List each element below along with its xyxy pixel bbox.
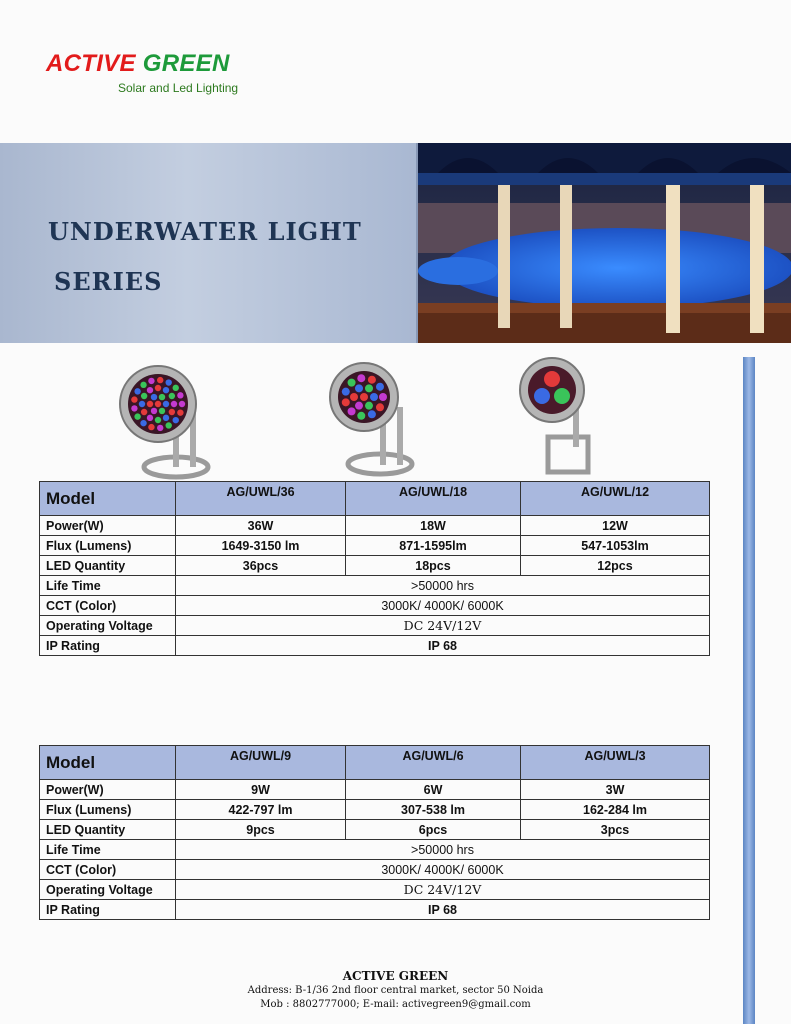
- table-cell: >50000 hrs: [176, 840, 710, 860]
- table-row: [40, 576, 710, 596]
- table-row: [40, 840, 710, 860]
- table-row: [40, 516, 710, 536]
- led-dot: [165, 422, 171, 428]
- banner-title-line-2: SERIES: [54, 267, 163, 296]
- led-dot: [148, 424, 154, 430]
- led-dot: [355, 402, 363, 410]
- logo-word-green: GREEN: [142, 50, 230, 77]
- row-label: Life Time: [40, 576, 176, 596]
- led-dot: [370, 393, 378, 401]
- table-cell: 162-284 lm: [521, 800, 710, 820]
- product-image-uwl-18: [322, 352, 422, 482]
- led-dot: [157, 377, 163, 383]
- led-dot: [147, 387, 153, 393]
- led-dot: [147, 415, 153, 421]
- table-cell: 9W: [176, 780, 346, 800]
- product-image-uwl-12: [518, 352, 618, 482]
- banner-title-line-1: UNDERWATER LIGHT: [48, 217, 362, 246]
- header-cell: AG/UWL/9: [176, 746, 346, 780]
- table-cell: 6pcs: [346, 820, 521, 840]
- pool-photo: [418, 143, 791, 343]
- table-header-row: [40, 746, 710, 780]
- led-dot: [379, 393, 387, 401]
- header-cell: AG/UWL/36: [176, 482, 346, 516]
- table-row: [40, 556, 710, 576]
- row-label: LED Quantity: [40, 556, 176, 576]
- led-dot: [155, 417, 161, 423]
- led-dot: [139, 401, 145, 407]
- led-dot: [163, 415, 169, 421]
- led-dot: [147, 401, 153, 407]
- row-label: IP Rating: [40, 636, 176, 656]
- spec-table-1: [39, 481, 710, 656]
- led-dot: [134, 413, 140, 419]
- header-cell: Model: [40, 482, 176, 516]
- table-header-row: [40, 482, 710, 516]
- banner-title-panel: [0, 143, 418, 343]
- led-dot: [357, 374, 365, 382]
- table-cell: IP 68: [176, 900, 710, 920]
- row-label: Flux (Lumens): [40, 536, 176, 556]
- logo-wordmark: [46, 50, 230, 78]
- led-dot: [131, 396, 137, 402]
- led-dot: [157, 425, 163, 431]
- table-row: [40, 616, 710, 636]
- led-dot: [155, 401, 161, 407]
- led-dot: [163, 401, 169, 407]
- table-cell: 18pcs: [346, 556, 521, 576]
- table-cell: 307-538 lm: [346, 800, 521, 820]
- footer-company-name: ACTIVE GREEN: [342, 969, 449, 983]
- logo-word-active: ACTIVE: [46, 50, 136, 77]
- table-cell: 3000K/ 4000K/ 6000K: [176, 860, 710, 880]
- table-cell: 9pcs: [176, 820, 346, 840]
- led-dot: [342, 398, 350, 406]
- decorative-side-bar: [743, 357, 755, 1024]
- led-dot: [348, 379, 356, 387]
- table-row: [40, 800, 710, 820]
- table-cell: DC 24V/12V: [176, 880, 710, 900]
- led-dot: [173, 385, 179, 391]
- table-row: [40, 860, 710, 880]
- table-cell: 12W: [521, 516, 710, 536]
- footer-address: Address: B-1/36 2nd floor central market, sector 50 Noida: [247, 985, 544, 996]
- led-dot: [151, 394, 157, 400]
- table-cell: 3W: [521, 780, 710, 800]
- led-dot: [131, 405, 137, 411]
- table-cell: 3000K/ 4000K/ 6000K: [176, 596, 710, 616]
- led-dot: [159, 394, 165, 400]
- row-label: Power(W): [40, 516, 176, 536]
- table-cell: 18W: [346, 516, 521, 536]
- row-label: Life Time: [40, 840, 176, 860]
- led-dot: [173, 417, 179, 423]
- table-cell: 12pcs: [521, 556, 710, 576]
- row-label: Operating Voltage: [40, 616, 176, 636]
- header-cell: AG/UWL/12: [521, 482, 710, 516]
- led-dot: [155, 385, 161, 391]
- led-dot: [163, 387, 169, 393]
- table-row: [40, 880, 710, 900]
- led-dot: [169, 393, 175, 399]
- table-cell: >50000 hrs: [176, 576, 710, 596]
- table-cell: 871-1595lm: [346, 536, 521, 556]
- led-dot: [141, 393, 147, 399]
- table-row: [40, 820, 710, 840]
- led-dot: [342, 388, 350, 396]
- led-dot: [165, 379, 171, 385]
- logo-tagline: Solar and Led Lighting: [118, 81, 239, 95]
- led-dot: [360, 393, 368, 401]
- led-dot: [134, 388, 140, 394]
- row-label: Flux (Lumens): [40, 800, 176, 820]
- row-label: CCT (Color): [40, 596, 176, 616]
- led-dot: [169, 409, 175, 415]
- led-dot: [148, 378, 154, 384]
- led-dot: [376, 383, 384, 391]
- table-cell: IP 68: [176, 636, 710, 656]
- table-row: [40, 636, 710, 656]
- table-cell: 3pcs: [521, 820, 710, 840]
- spec-table-2: [39, 745, 710, 920]
- led-dot: [350, 393, 358, 401]
- footer-contact: Mob : 8802777000; E-mail: activegreen9@gmail.com: [260, 999, 531, 1010]
- table-cell: 422-797 lm: [176, 800, 346, 820]
- header-cell: Model: [40, 746, 176, 780]
- led-dot: [355, 384, 363, 392]
- product-image-uwl-36: [118, 352, 218, 482]
- led-dot: [171, 401, 177, 407]
- row-label: CCT (Color): [40, 860, 176, 880]
- table-row: [40, 780, 710, 800]
- led-dot: [140, 382, 146, 388]
- led-dot: [177, 409, 183, 415]
- led-dot: [365, 402, 373, 410]
- led-dot: [179, 401, 185, 407]
- table-row: [40, 536, 710, 556]
- led-dot: [141, 409, 147, 415]
- table-cell: 6W: [346, 780, 521, 800]
- led-dot: [159, 408, 165, 414]
- led-dot: [140, 420, 146, 426]
- led-dot: [348, 407, 356, 415]
- company-logo: [46, 50, 239, 95]
- title-banner: [0, 143, 791, 343]
- led-dot: [151, 408, 157, 414]
- header-cell: AG/UWL/18: [346, 482, 521, 516]
- table-cell: 1649-3150 lm: [176, 536, 346, 556]
- table-row: [40, 596, 710, 616]
- table-cell: 36pcs: [176, 556, 346, 576]
- header-cell: AG/UWL/6: [346, 746, 521, 780]
- led-dot: [177, 392, 183, 398]
- table-cell: 547-1053lm: [521, 536, 710, 556]
- header-cell: AG/UWL/3: [521, 746, 710, 780]
- led-dot: [357, 412, 365, 420]
- table-row: [40, 900, 710, 920]
- table-cell: DC 24V/12V: [176, 616, 710, 636]
- row-label: Power(W): [40, 780, 176, 800]
- led-dot: [365, 384, 373, 392]
- table-cell: 36W: [176, 516, 346, 536]
- led-dot: [376, 403, 384, 411]
- led-dot: [368, 410, 376, 418]
- led-dot: [368, 376, 376, 384]
- row-label: LED Quantity: [40, 820, 176, 840]
- row-label: IP Rating: [40, 900, 176, 920]
- row-label: Operating Voltage: [40, 880, 176, 900]
